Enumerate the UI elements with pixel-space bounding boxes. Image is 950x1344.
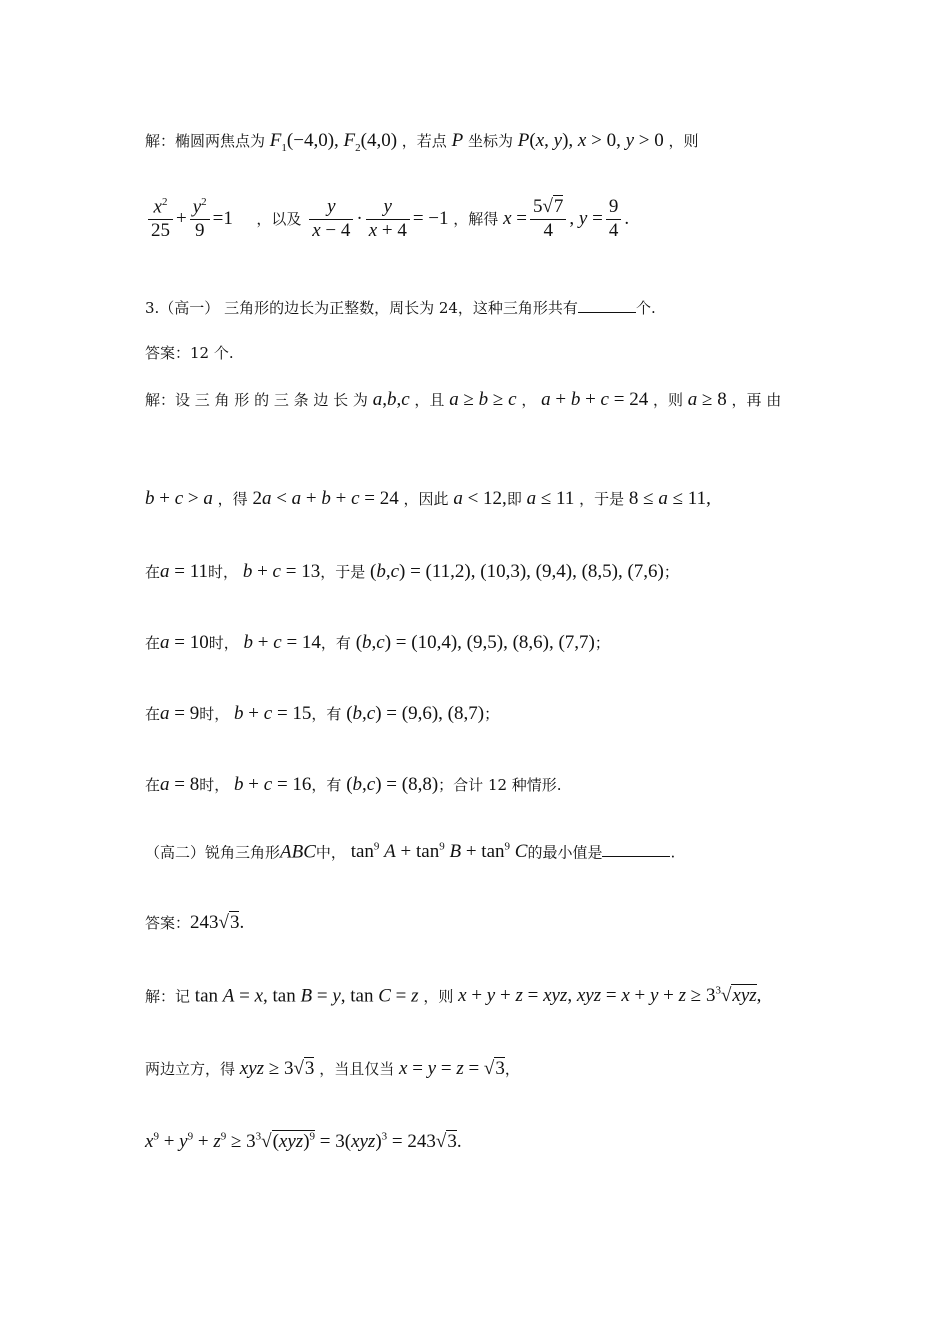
text: 时， [199,705,230,723]
text: 解：椭圆两焦点为 [145,132,266,150]
text: ，于是 [579,490,625,508]
solution-final-line [145,1131,462,1154]
text: 解：设 三 角 形 的 三 条 边 长 为 [145,391,368,409]
case-pairs: (b,c) = (9,6), (8,7) [346,703,485,724]
tan-sum-expression: $\tan^9 A + \tan^9 B + \tan^9 C$ [350,841,528,863]
case-sum: b + c = 14 [243,632,321,653]
triangle-abc: ABC [280,841,316,863]
text: 在 [145,776,161,794]
text: 时， [199,776,230,794]
case-value: a = 9 [160,703,200,724]
sides-abc: a,b,c [372,389,410,410]
case-pairs: (b,c) = (8,8) [346,774,439,795]
case-a-9 [145,703,499,726]
ellipse-equation: $\frac{x^2}{25}$ + $\frac{y^2}{9}$ =1 [145,208,238,229]
text: ，于是 [320,563,366,581]
perimeter-formula: a + b + c = 24 [541,389,649,410]
case-sum: b + c = 13 [242,561,321,582]
text: 答案： [145,914,191,932]
case-a-10 [145,632,610,655]
tan-substitution: tan A = x, tan B = y, tan C = z [194,985,419,1007]
text: 个. [635,299,656,317]
text: ，则 [423,987,454,1006]
solution-cube-line: 两边立方，得 xyz ≥ 3√3 ，当且仅当 x = y = z = √3， [145,1058,520,1079]
solution-sides-line [145,389,781,412]
a-le-11: a ≤ 11 [526,488,575,509]
text: ； [663,563,679,581]
inequality-2a: 2a < a + b + c = 24 [252,488,399,509]
xyz-bound: xyz ≥ 3√3 [239,1058,315,1079]
text: 的最小值是 [527,843,603,862]
answer-blank [578,298,636,313]
text: ，再 由 [731,391,782,409]
text: 中， [315,843,346,862]
text: 时， [208,634,239,652]
order-formula: a ≥ b ≥ c [449,389,517,410]
answer-value: 243√3. [190,912,245,933]
text: ，以及 [256,209,302,228]
text: ； [484,705,500,723]
solution-tan-line [145,985,761,1008]
text: ，解得 [453,209,499,228]
text: ，若点 [401,132,447,150]
point-p: P [451,130,464,151]
answer-blank [602,842,670,857]
a-range: 8 ≤ a ≤ 11, [628,488,711,509]
bound-formula: a ≥ 8 [687,389,727,410]
text: ，且 [414,391,445,409]
text: 即 [506,490,522,508]
case-a-8 [145,774,562,797]
final-inequality: $x^9 + y^9 + z^9 \ge 3^3√(xyz)^9 = 3(xyz)^3 = 243√3$. [145,1131,462,1153]
solution-range-line [145,488,711,511]
case-a-11 [145,561,679,584]
case-pairs: (b,c) = (11,2), (10,3), (9,4), (8,5), (7,6) [370,561,664,582]
text: ， [521,391,537,409]
text: 在 [145,634,161,652]
equality-case: x = y = z = √3 [399,1058,505,1079]
text: 在 [145,563,161,581]
case-value: a = 11 [160,561,209,582]
case-sum: b + c = 15 [234,703,312,724]
solution-equations-line [145,196,629,243]
text: ，有 [311,776,342,794]
answer-line [145,344,234,362]
text: ；合计 12 种情形. [438,776,562,794]
case-value: a = 8 [160,774,200,795]
perpendicular-equation: $\frac{y}{x - 4}$ · $\frac{y}{x + 4}$ = −1 [306,208,453,229]
problem-grade2-title: （高二）锐角三角形ABC中， $\tan^9 A + \tan^9 B + \tan^9 C$的最小值是 . [145,841,676,863]
text: 解：记 [145,987,191,1006]
text: 在 [145,705,161,723]
problem-3-title [145,298,656,317]
case-pairs: (b,c) = (10,4), (9,5), (8,6), (7,7) [355,632,595,653]
text: ，有 [311,705,342,723]
solution-ellipse-line [145,130,699,155]
text: 答案：12 个. [145,344,234,362]
a-less-12: a < 12, [453,488,507,509]
text: ，则 [652,391,683,409]
text: 两边立方，得 [145,1060,236,1078]
text: ，因此 [403,490,449,508]
case-value: a = 10 [160,632,209,653]
text: ，得 [217,490,248,508]
text: ，则 [668,132,699,150]
text: 坐标为 [467,132,513,150]
amgm-formula: x + y + z = xyz, xyz = $x + y + z \ge 3^3√xyz$, [458,985,762,1007]
foci-formula: $F_1(-4,0)$, $F_2(4,0)$ [269,130,402,154]
text: ，当且仅当 [319,1060,395,1078]
triangle-inequality: b + c > a [145,488,213,509]
point-coord-formula: P(x, y), x > 0, y > 0 [517,130,669,151]
answer-grade2 [145,912,244,935]
text: ，有 [320,634,351,652]
text: （高二）锐角三角形 [145,843,281,862]
text: ； [594,634,610,652]
text: 时， [208,563,239,581]
solution-xy: x = $\frac{5√7}{4}$ , y = $\frac{9}{4}$ . [503,196,630,241]
case-sum: b + c = 16 [234,774,312,795]
text: 3.（高一） 三角形的边长为正整数，周长为 24，这种三角形共有 [145,299,578,317]
